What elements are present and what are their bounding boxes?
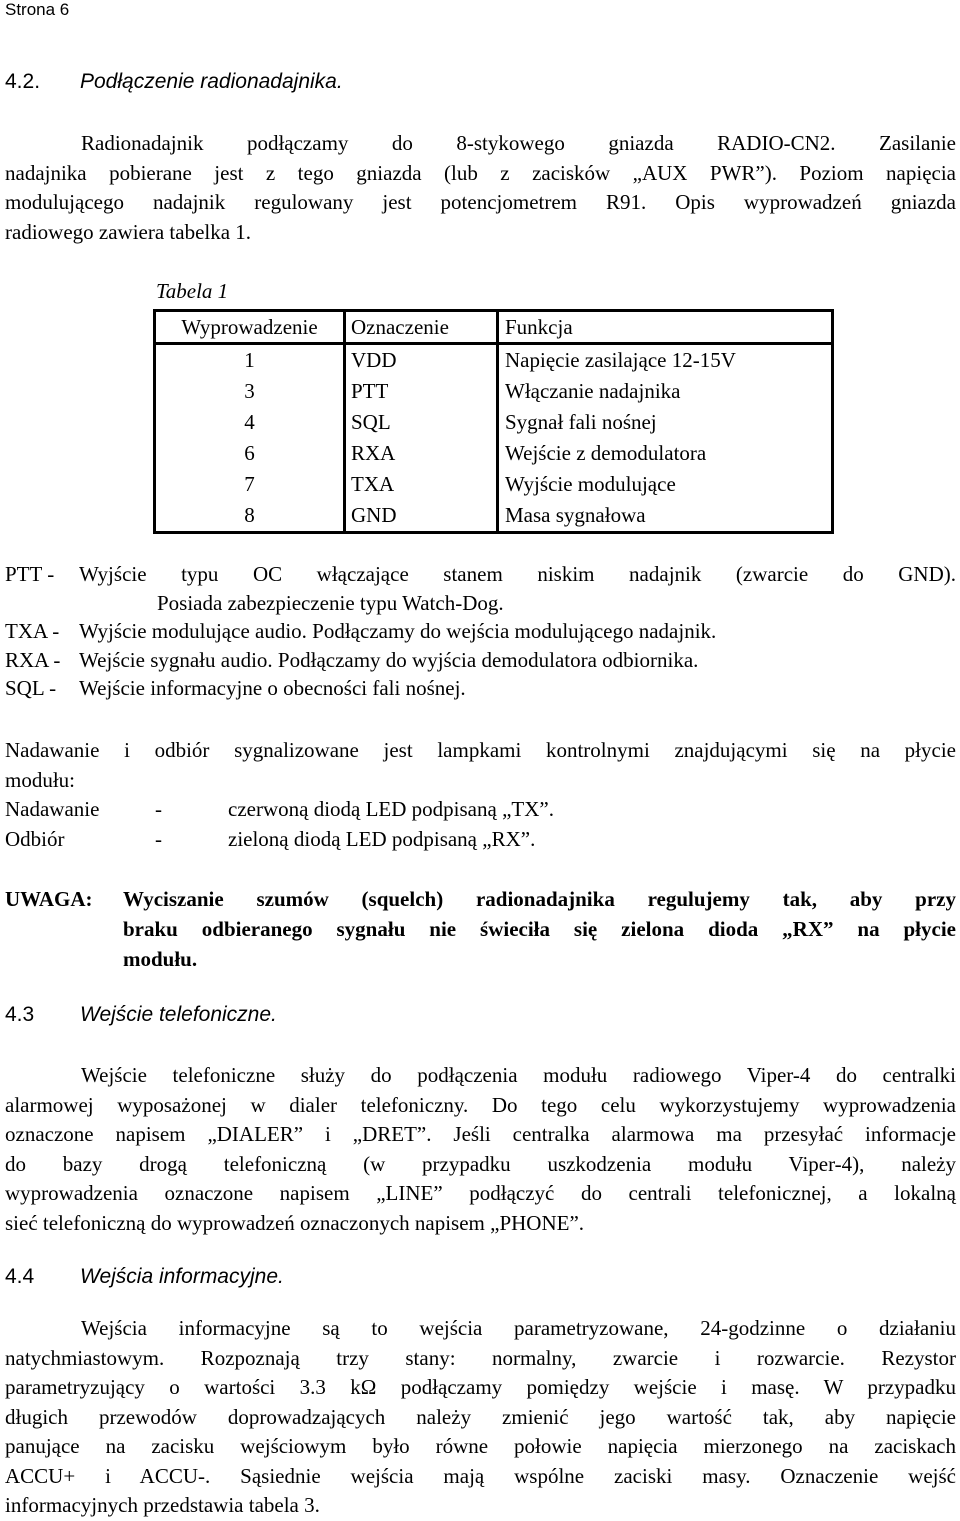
signal-cell: VDD (345, 344, 498, 377)
pinout-table (153, 309, 834, 534)
led-row-rx (5, 825, 554, 855)
text-line: braku odbieranego sygnału nie świeciła się zielona dioda „RX” na płycie (123, 917, 956, 941)
leds-paragraph (5, 736, 956, 795)
section-heading-4-4 (5, 1265, 284, 1289)
section-title: Podłączenie radionadajnika. (80, 70, 343, 93)
text-line: oznaczone napisem „DIALER” i „DRET”. Jeśli centralka alarmowa ma przesyłać informacje (5, 1122, 956, 1146)
section-heading-4-3 (5, 1003, 277, 1027)
text-line: Nadawanie i odbiór sygnalizowane jest lampkami kontrolnymi znajdującymi się na płycie (5, 738, 956, 762)
led-row-tx (5, 795, 554, 825)
text-line: modułu. (123, 947, 198, 971)
definition-row (5, 646, 956, 675)
section-4-3-paragraph (5, 1061, 956, 1238)
definition-continuation (5, 589, 956, 618)
text-line: Radionadajnik podłączamy do 8-stykowego gniazda RADIO-CN2. Zasilanie (81, 131, 956, 155)
text-line: parametryzujący o wartości 3.3 kΩ podłączamy pomiędzy wejście i masę. W przypadku (5, 1375, 956, 1399)
text-line: Wejścia informacyjne są to wejścia parametryzowane, 24-godzinne o działaniu (81, 1316, 956, 1340)
section-number: 4.2. (5, 70, 41, 93)
text-line: nadajnika pobierane jest z tego gniazda (lub z zacisków „AUX PWR”). Poziom napięcia (5, 160, 956, 185)
function-cell: Napięcie zasilające 12-15V (505, 348, 736, 372)
definition-row (5, 617, 956, 646)
section-title: Wejścia informacyjne. (80, 1265, 284, 1288)
definition-key: TXA - (5, 619, 60, 643)
table-row (155, 438, 833, 469)
pin-cell: 3 (155, 376, 345, 407)
definition-key: RXA - (5, 647, 61, 672)
pin-cell: 7 (155, 469, 345, 500)
pin-cell: 6 (155, 438, 345, 469)
definition-text: Wyjście modulujące audio. Podłączamy do wejścia modulującego nadajnik. (79, 619, 717, 643)
text-line: modulującego nadajnik regulowany jest potencjometrem R91. Opis wyprowadzeń gniazda (5, 190, 956, 214)
signal-definitions (5, 560, 956, 703)
led-description: zieloną diodą LED podpisaną „RX”. (228, 826, 536, 851)
header-cell: Funkcja (498, 311, 833, 344)
table-header-row (155, 311, 833, 344)
section-title: Wejście telefoniczne. (80, 1003, 277, 1026)
table-caption: Tabela 1 (156, 279, 229, 303)
pin-cell: 8 (155, 500, 345, 533)
signal-cell: SQL (345, 407, 498, 438)
function-cell: Włączanie nadajnika (505, 379, 681, 403)
section-number: 4.4 (5, 1265, 35, 1288)
text-line: ACCU+ i ACCU-. Sąsiednie wejścia mają wspólne zaciski masy. Oznaczenie wejść (5, 1463, 956, 1488)
table-row (155, 469, 833, 500)
table-row (155, 407, 833, 438)
table-row (155, 344, 833, 377)
definition-row (5, 560, 956, 589)
pin-cell: 4 (155, 407, 345, 438)
function-cell: Masa sygnałowa (505, 503, 646, 527)
section-heading-4-2 (5, 70, 343, 94)
warning-note (5, 884, 956, 974)
led-dash: - (155, 797, 162, 821)
text-line: panujące na zacisku wejściowym było równe połowie napięcia mierzonego na zaciskach (5, 1434, 956, 1458)
page-number: Strona 6 (5, 0, 70, 19)
signal-cell: RXA (345, 438, 498, 469)
function-cell: Wyjście modulujące (505, 472, 676, 496)
signal-cell: TXA (345, 469, 498, 500)
text-line: modułu: (5, 767, 76, 792)
text-line: do bazy drogą telefoniczną (w przypadku uszkodzenia modułu Viper-4), należy (5, 1151, 956, 1176)
definition-text: Wyjście typu OC włączające stanem niskim nadajnik (zwarcie do GND). (79, 562, 956, 586)
header-cell: Oznaczenie (345, 311, 498, 344)
definition-text: Wejście informacyjne o obecności fali nośnej. (79, 676, 466, 700)
intro-paragraph (5, 129, 956, 247)
section-number: 4.3 (5, 1003, 35, 1026)
led-dash: - (155, 826, 162, 851)
text-line: radiowego zawiera tabelka 1. (5, 219, 252, 244)
text-line: Wyciszanie szumów (squelch) radionadajnika regulujemy tak, aby przy (123, 887, 956, 911)
text-line: długich przewodów doprowadzających należy zmienić jego wartość tak, aby napięcie (5, 1404, 956, 1429)
led-list (5, 795, 554, 854)
text-line: Wejście telefoniczne służy do podłączenia modułu radiowego Viper-4 do centralki (81, 1063, 956, 1087)
definition-text: Wejście sygnału audio. Podłączamy do wyjścia demodulatora odbiornika. (79, 647, 699, 672)
table-row (155, 376, 833, 407)
warning-text (123, 884, 956, 974)
text-line: natychmiastowym. Rozpoznają trzy stany: normalny, zwarcie i rozwarcie. Rezystor (5, 1345, 956, 1370)
text-line: alarmowej wyposażonej w dialer telefoniczny. Do tego celu wykorzystujemy wyprowadzenia (5, 1092, 956, 1117)
definition-text: Posiada zabezpieczenie typu Watch-Dog. (157, 590, 504, 615)
definition-row (5, 674, 956, 703)
text-line: sieć telefoniczną do wyprowadzeń oznaczonych napisem „PHONE”. (5, 1210, 585, 1235)
function-cell: Wejście z demodulatora (505, 441, 707, 465)
led-label: Nadawanie (5, 797, 100, 821)
definition-key: SQL - (5, 676, 57, 700)
text-line: informacyjnych przedstawia tabela 3. (5, 1493, 320, 1517)
pin-cell: 1 (155, 344, 345, 377)
signal-cell: GND (345, 500, 498, 533)
warning-label: UWAGA: (5, 887, 93, 911)
header-cell: Wyprowadzenie (155, 311, 345, 344)
section-4-4-paragraph (5, 1314, 956, 1521)
led-label: Odbiór (5, 826, 65, 851)
text-line: wyprowadzenia oznaczone napisem „LINE” podłączyć do centrali telefonicznej, a lokalną (5, 1181, 956, 1205)
function-cell: Sygnał fali nośnej (505, 410, 657, 434)
definition-key: PTT - (5, 562, 55, 586)
signal-cell: PTT (345, 376, 498, 407)
table-row (155, 500, 833, 533)
led-description: czerwoną diodą LED podpisaną „TX”. (228, 797, 554, 821)
